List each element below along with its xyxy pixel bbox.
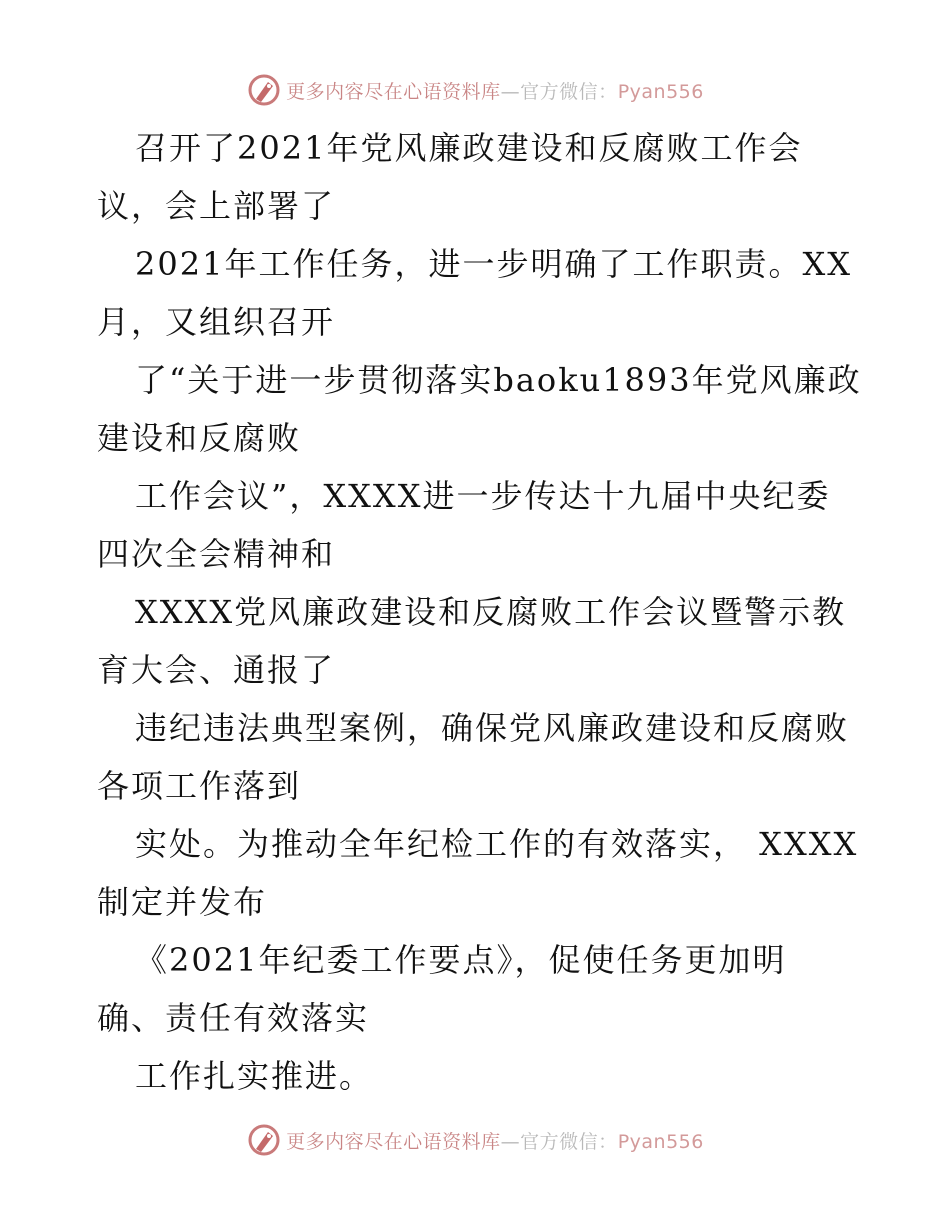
- watermark-id: Pyan556: [617, 80, 704, 103]
- body-line: 2021年工作任务，进一步明确了工作职责。XX: [135, 245, 853, 283]
- watermark-text: [286, 1127, 704, 1154]
- body-line: 了“关于进一步贯彻落实baoku1893年党风廉政: [135, 361, 862, 399]
- watermark-prefix: 更多内容尽在心语资料库: [286, 1130, 501, 1153]
- pen-nib-seal-icon: [246, 72, 282, 108]
- watermark-dash: —: [500, 80, 521, 103]
- body-line: 制定并发布: [97, 883, 268, 921]
- body-line: 四次全会精神和: [97, 535, 336, 573]
- body-line: 月，又组织召开: [97, 303, 336, 341]
- body-line: 确、责任有效落实: [97, 999, 370, 1037]
- watermark-dash: —: [500, 1130, 521, 1153]
- body-line: 实处。为推动全年纪检工作的有效落实， XXXX: [135, 825, 859, 863]
- watermark-id: Pyan556: [617, 1130, 704, 1153]
- body-line: 育大会、通报了: [97, 651, 336, 689]
- body-line: 《2021年纪委工作要点》，促使任务更加明: [135, 941, 787, 979]
- body-line: 工作会议”，XXXX进一步传达十九届中央纪委: [135, 477, 831, 515]
- body-line: 工作扎实推进。: [135, 1057, 374, 1095]
- body-line: 违纪违法典型案例，确保党风廉政建设和反腐败: [135, 709, 850, 747]
- watermark-text: [286, 77, 704, 104]
- body-line: 建设和反腐败: [97, 419, 302, 457]
- body-line: 各项工作落到: [97, 767, 302, 805]
- body-line: XXXX党风廉政建设和反腐败工作会议暨警示教: [135, 593, 847, 631]
- watermark-label: 官方微信：: [520, 80, 618, 103]
- body-line: 召开了2021年党风廉政建设和反腐败工作会: [135, 129, 803, 167]
- watermark-label: 官方微信：: [520, 1130, 618, 1153]
- body-line: 议，会上部署了: [97, 187, 336, 225]
- pen-nib-seal-icon: [246, 1122, 282, 1158]
- watermark-footer: [0, 1120, 950, 1160]
- watermark-header: [0, 70, 950, 110]
- watermark-prefix: 更多内容尽在心语资料库: [286, 80, 501, 103]
